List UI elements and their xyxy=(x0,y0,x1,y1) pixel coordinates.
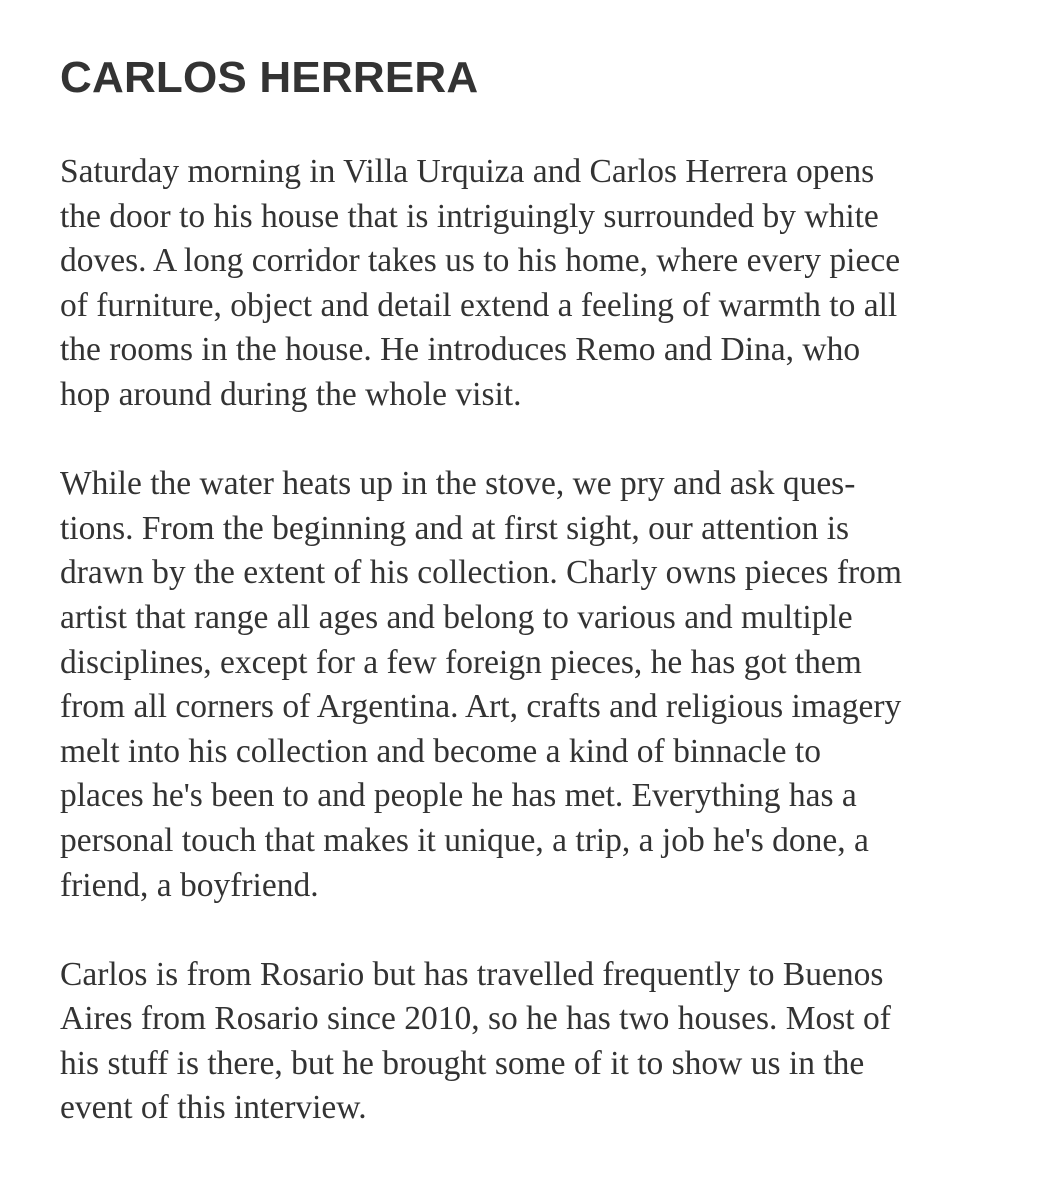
article-title: CARLOS HERRERA xyxy=(60,53,479,102)
article xyxy=(60,50,1000,1131)
article-paragraph-2: While the water heats up in the stove, we pry and ask ques- tions. From the beginning and at first sight, our attention is drawn by the extent of his collection. Charly owns pieces from artist that range all ages and belong to various and multiple disciplines, except for a few foreign pieces, he has got them from all corners of Argentina. Art, crafts and religious imagery melt into his collection and become a kind of binnacle to places he's been to and people he has met. Everything has a personal touch that makes it unique, a trip, a job he's done, a friend, a boyfriend. xyxy=(60,465,902,904)
article-paragraph-3: Carlos is from Rosario but has travelled frequently to Buenos Aires from Rosario since 2010, so he has two houses. Most of his stuff is there, but he brought some of it to show us in the event of this interview. xyxy=(60,955,891,1127)
article-paragraph-1: Saturday morning in Villa Urquiza and Carlos Herrera opens the door to his house that is intriguingly surrounded by white doves. A long corridor takes us to his home, where every piece of furniture, object and detail extend a feeling of warmth to all the rooms in the house. He introduces Remo and Dina, who hop around during the whole visit. xyxy=(60,153,901,413)
